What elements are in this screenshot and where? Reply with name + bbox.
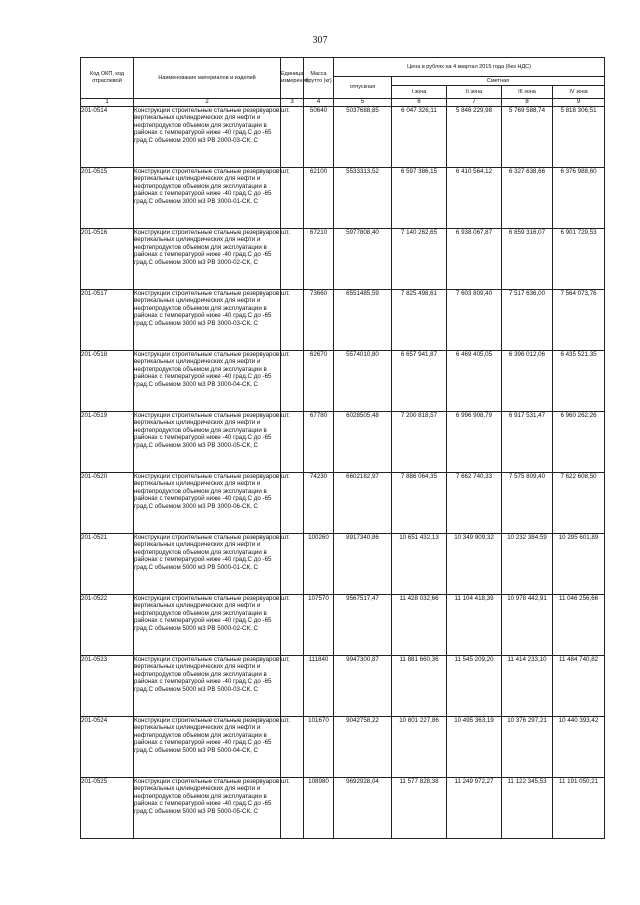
item-code: 201-0524 — [81, 717, 134, 778]
item-zone-2-price: 11 104 418,39 — [447, 595, 502, 656]
item-zone-3-price: 6 917 531,47 — [502, 412, 553, 473]
item-zone-4-price: 10 295 601,89 — [553, 534, 605, 595]
item-name: Конструкции строительные стальные резервуаров вертикальных цилиндрических для нефти и нефтепродуктов объемом для эксплуатации в районах с температурой ниже -40 град.С до -65 град.С объемом 3000 м3 РВ 3000-01-СК, С — [134, 168, 281, 229]
item-zone-1-price: 7 200 818,57 — [392, 412, 447, 473]
table-row — [81, 107, 605, 168]
item-zone-4-price: 11 484 740,82 — [553, 656, 605, 717]
item-unit: шт. — [281, 473, 304, 534]
table-row — [81, 351, 605, 412]
item-zone-3-price: 6 327 638,66 — [502, 168, 553, 229]
item-release-price: 6028505,48 — [334, 412, 392, 473]
item-zone-3-price: 10 232 384,59 — [502, 534, 553, 595]
item-zone-3-price: 7 575 809,40 — [502, 473, 553, 534]
item-unit: шт. — [281, 351, 304, 412]
item-zone-4-price: 10 440 393,42 — [553, 717, 605, 778]
table-row — [81, 168, 605, 229]
item-zone-1-price: 11 428 032,66 — [392, 595, 447, 656]
col-number: 8 — [502, 99, 553, 107]
table-row — [81, 290, 605, 351]
header-mass: Масса брутто (кг) — [304, 58, 334, 99]
item-zone-4-price: 11 046 256,66 — [553, 595, 605, 656]
item-unit: шт. — [281, 717, 304, 778]
item-zone-1-price: 11 577 828,38 — [392, 778, 447, 839]
item-zone-2-price: 11 249 972,27 — [447, 778, 502, 839]
item-zone-3-price: 11 122 345,53 — [502, 778, 553, 839]
item-name: Конструкции строительные стальные резервуаров вертикальных цилиндрических для нефти и нефтепродуктов объемом для эксплуатации в районах с температурой ниже -40 град.С до -65 град.С объемом 3000 м3 РВ 3000-04-СК, С — [134, 351, 281, 412]
item-zone-3-price: 10 376 297,21 — [502, 717, 553, 778]
item-release-price: 5977808,40 — [334, 229, 392, 290]
item-zone-4-price: 7 564 073,76 — [553, 290, 605, 351]
item-zone-3-price: 7 517 636,00 — [502, 290, 553, 351]
item-zone-4-price: 6 376 988,60 — [553, 168, 605, 229]
item-code: 201-0518 — [81, 351, 134, 412]
item-release-price: 9567517,47 — [334, 595, 392, 656]
item-zone-3-price: 11 414 233,10 — [502, 656, 553, 717]
item-name: Конструкции строительные стальные резервуаров вертикальных цилиндрических для нефти и нефтепродуктов объемом для эксплуатации в районах с температурой ниже -40 град.С до -65 град.С объемом 5000 м3 РВ 5000-02-СК, С — [134, 595, 281, 656]
item-release-price: 5533313,52 — [334, 168, 392, 229]
header-zone-4: IV зона — [553, 86, 605, 99]
item-zone-4-price: 11 191 050,21 — [553, 778, 605, 839]
item-name: Конструкции строительные стальные резервуаров вертикальных цилиндрических для нефти и нефтепродуктов объемом для эксплуатации в районах с температурой ниже -40 град.С до -65 град.С объемом 5000 м3 РВ 5000-05-СК, С — [134, 778, 281, 839]
item-unit: шт. — [281, 656, 304, 717]
item-mass: 67210 — [304, 229, 334, 290]
item-zone-1-price: 7 886 064,35 — [392, 473, 447, 534]
item-code: 201-0519 — [81, 412, 134, 473]
item-code: 201-0515 — [81, 168, 134, 229]
item-zone-3-price: 6 859 316,07 — [502, 229, 553, 290]
item-mass: 107570 — [304, 595, 334, 656]
header-zone-2: II зона — [447, 86, 502, 99]
item-zone-2-price: 6 996 908,79 — [447, 412, 502, 473]
item-code: 201-0516 — [81, 229, 134, 290]
item-code: 201-0514 — [81, 107, 134, 168]
item-zone-1-price: 10 801 227,86 — [392, 717, 447, 778]
table-row — [81, 229, 605, 290]
page-number: 307 — [312, 35, 328, 46]
header-zone-3: III зона — [502, 86, 553, 99]
item-zone-1-price: 7 140 262,65 — [392, 229, 447, 290]
column-numbers-row — [81, 99, 605, 107]
item-unit: шт. — [281, 595, 304, 656]
item-unit: шт. — [281, 229, 304, 290]
item-release-price: 6551485,59 — [334, 290, 392, 351]
item-mass: 74230 — [304, 473, 334, 534]
item-code: 201-0522 — [81, 595, 134, 656]
item-zone-2-price: 10 495 363,19 — [447, 717, 502, 778]
item-zone-2-price: 11 545 209,20 — [447, 656, 502, 717]
item-release-price: 5037688,85 — [334, 107, 392, 168]
item-mass: 108980 — [304, 778, 334, 839]
item-code: 201-0523 — [81, 656, 134, 717]
item-mass: 50640 — [304, 107, 334, 168]
item-name: Конструкции строительные стальные резервуаров вертикальных цилиндрических для нефти и нефтепродуктов объемом для эксплуатации в районах с температурой ниже -40 град.С до -65 град.С объемом 3000 м3 РВ 3000-06-СК, С — [134, 473, 281, 534]
item-unit: шт. — [281, 290, 304, 351]
item-release-price: 6602182,97 — [334, 473, 392, 534]
item-mass: 111840 — [304, 656, 334, 717]
item-zone-2-price: 6 938 067,87 — [447, 229, 502, 290]
item-zone-2-price: 6 410 564,12 — [447, 168, 502, 229]
item-zone-4-price: 6 435 521,35 — [553, 351, 605, 412]
col-number: 7 — [447, 99, 502, 107]
item-name: Конструкции строительные стальные резервуаров вертикальных цилиндрических для нефти и нефтепродуктов объемом для эксплуатации в районах с температурой ниже -40 град.С до -65 град.С объемом 3000 м3 РВ 3000-02-СК, С — [134, 229, 281, 290]
item-name: Конструкции строительные стальные резервуаров вертикальных цилиндрических для нефти и нефтепродуктов объемом для эксплуатации в районах с температурой ниже -40 град.С до -65 град.С объемом 5000 м3 РВ 5000-04-СК, С — [134, 717, 281, 778]
item-mass: 100260 — [304, 534, 334, 595]
item-code: 201-0525 — [81, 778, 134, 839]
item-unit: шт. — [281, 168, 304, 229]
header-zone-1: I зона — [392, 86, 447, 99]
item-unit: шт. — [281, 778, 304, 839]
item-release-price: 8917340,86 — [334, 534, 392, 595]
item-name: Конструкции строительные стальные резервуаров вертикальных цилиндрических для нефти и нефтепродуктов объемом для эксплуатации в районах с температурой ниже -40 град.С до -65 град.С объемом 5000 м3 РВ 5000-01-СК, С — [134, 534, 281, 595]
item-zone-4-price: 6 960 262,26 — [553, 412, 605, 473]
item-release-price: 9042758,22 — [334, 717, 392, 778]
item-unit: шт. — [281, 412, 304, 473]
table-row — [81, 595, 605, 656]
item-zone-4-price: 5 818 306,51 — [553, 107, 605, 168]
table-row — [81, 473, 605, 534]
item-name: Конструкции строительные стальные резервуаров вертикальных цилиндрических для нефти и нефтепродуктов объемом для эксплуатации в районах с температурой ниже -40 град.С до -65 град.С объемом 3000 м3 РВ 3000-03-СК, С — [134, 290, 281, 351]
item-zone-1-price: 7 825 498,61 — [392, 290, 447, 351]
col-number: 6 — [392, 99, 447, 107]
header-code: Код ОКП, код отраслевой — [81, 58, 134, 99]
header-name: Наименование материалов и изделий — [134, 58, 281, 99]
item-release-price: 5574010,80 — [334, 351, 392, 412]
item-zone-1-price: 6 047 326,11 — [392, 107, 447, 168]
col-number: 5 — [334, 99, 392, 107]
col-number: 3 — [281, 99, 304, 107]
item-zone-2-price: 5 846 229,98 — [447, 107, 502, 168]
item-zone-2-price: 6 469 405,05 — [447, 351, 502, 412]
table-row — [81, 412, 605, 473]
header-price-group: Цена в рублях на 4 квартал 2015 года (без НДС) — [334, 58, 605, 77]
header-estimate: Сметная — [392, 77, 605, 86]
item-zone-4-price: 6 901 729,53 — [553, 229, 605, 290]
item-zone-3-price: 6 396 012,06 — [502, 351, 553, 412]
item-zone-2-price: 7 603 809,40 — [447, 290, 502, 351]
item-name: Конструкции строительные стальные резервуаров вертикальных цилиндрических для нефти и нефтепродуктов объемом для эксплуатации в районах с температурой ниже -40 град.С до -65 град.С объемом 3000 м3 РВ 3000-05-СК, С — [134, 412, 281, 473]
item-mass: 62100 — [304, 168, 334, 229]
item-zone-3-price: 10 978 442,91 — [502, 595, 553, 656]
item-mass: 101670 — [304, 717, 334, 778]
item-zone-1-price: 11 881 660,36 — [392, 656, 447, 717]
col-number: 4 — [304, 99, 334, 107]
item-mass: 73660 — [304, 290, 334, 351]
item-code: 201-0521 — [81, 534, 134, 595]
item-mass: 62670 — [304, 351, 334, 412]
item-zone-3-price: 5 769 588,74 — [502, 107, 553, 168]
header-release: отпускная — [334, 77, 392, 99]
price-table — [80, 57, 605, 839]
item-zone-2-price: 7 662 740,33 — [447, 473, 502, 534]
col-number: 1 — [81, 99, 134, 107]
item-release-price: 9692928,04 — [334, 778, 392, 839]
header-unit: Единица измерения — [281, 58, 304, 99]
item-code: 201-0517 — [81, 290, 134, 351]
table-row — [81, 717, 605, 778]
item-unit: шт. — [281, 107, 304, 168]
table-row — [81, 778, 605, 839]
item-zone-4-price: 7 622 608,50 — [553, 473, 605, 534]
item-code: 201-0520 — [81, 473, 134, 534]
item-zone-1-price: 10 651 432,13 — [392, 534, 447, 595]
item-name: Конструкции строительные стальные резервуаров вертикальных цилиндрических для нефти и нефтепродуктов объемом для эксплуатации в районах с температурой ниже -40 град.С до -65 град.С объемом 5000 м3 РВ 5000-03-СК, С — [134, 656, 281, 717]
table-row — [81, 534, 605, 595]
col-number: 9 — [553, 99, 605, 107]
item-mass: 67780 — [304, 412, 334, 473]
item-unit: шт. — [281, 534, 304, 595]
item-name: Конструкции строительные стальные резервуаров вертикальных цилиндрических для нефти и нефтепродуктов объемом для эксплуатации в районах с температурой ниже -40 град.С до -65 град.С объемом 2000 м3 РВ 2000-03-СК, С — [134, 107, 281, 168]
table-row — [81, 656, 605, 717]
item-zone-2-price: 10 349 909,32 — [447, 534, 502, 595]
item-zone-1-price: 6 597 386,15 — [392, 168, 447, 229]
col-number: 2 — [134, 99, 281, 107]
item-release-price: 9947300,87 — [334, 656, 392, 717]
item-zone-1-price: 6 657 941,87 — [392, 351, 447, 412]
